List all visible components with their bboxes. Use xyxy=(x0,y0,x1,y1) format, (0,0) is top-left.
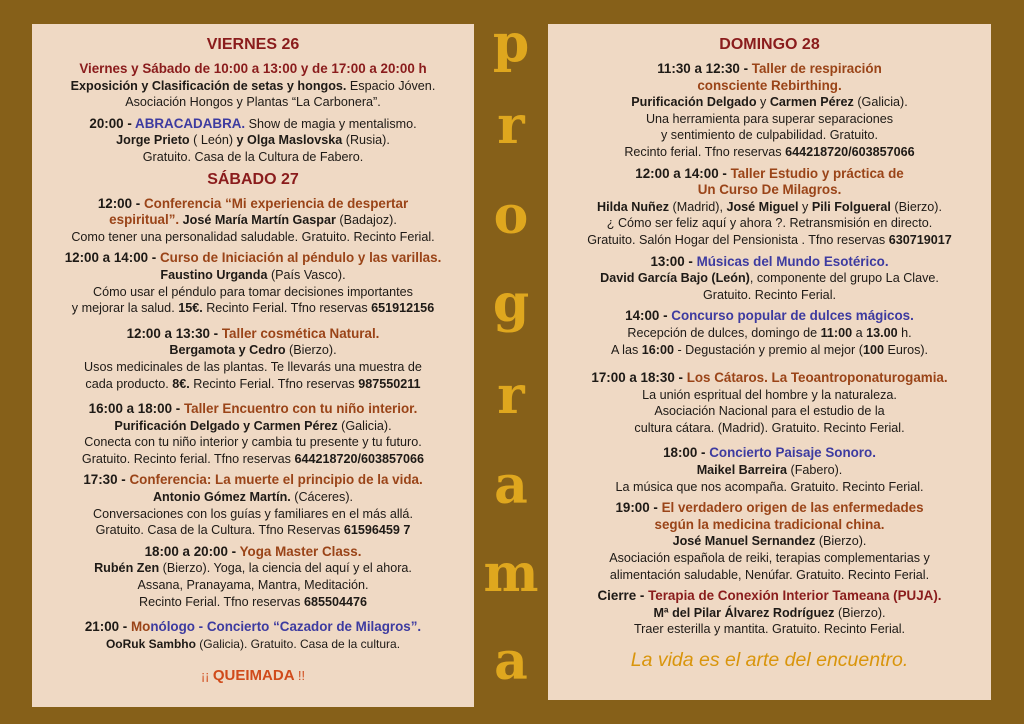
title-letter: g xyxy=(492,273,530,334)
event-description: Usos medicinales de las plantas. Te llevarás una muestra de xyxy=(84,359,422,374)
event-paisaje-sonoro xyxy=(548,445,991,495)
event-medicina-china xyxy=(548,500,991,583)
title-letter: o xyxy=(493,185,529,246)
queimada-open: ¡¡ xyxy=(200,669,213,684)
queimada-text: QUEIMADA xyxy=(212,667,295,685)
event-title: Taller cosmética Natural. xyxy=(221,325,380,341)
event-dulces-magicos xyxy=(548,308,991,358)
event-details: Gratuito. Salón Hogar del Pensionista . Tfno reservas xyxy=(587,232,889,247)
event-details: a xyxy=(852,325,867,340)
queimada-banner xyxy=(32,668,474,685)
event-details: Gratuito. Casa de la Cultura. Tfno Reservas xyxy=(95,523,344,538)
event-location: (País Vasco). xyxy=(267,267,346,282)
event-time: 12:00 - xyxy=(97,195,144,211)
event-phone: 651912156 xyxy=(371,301,435,316)
event-title: Mo xyxy=(131,619,151,635)
event-time: 12:00 a 14:00 - xyxy=(64,250,160,266)
event-title: espiritual”. xyxy=(109,212,180,228)
event-details: Euros). xyxy=(883,342,929,357)
right-panel xyxy=(548,24,991,700)
event-time: 12:00 a 13:30 - xyxy=(126,325,222,341)
event-location: ( León) xyxy=(189,133,237,148)
event-phone: 630719017 xyxy=(888,232,952,247)
event-details: La música que nos acompaña. Gratuito. Recinto Ferial. xyxy=(615,479,924,494)
event-time: Viernes y Sábado de 10:00 a 13:00 y de 17:00 a 20:00 h xyxy=(79,61,427,76)
event-time: 18:00 - xyxy=(663,445,710,461)
event-setas xyxy=(32,61,474,111)
event-details: Gratuito. Recinto Ferial. xyxy=(703,287,836,302)
event-speaker: OoRuk Sambho xyxy=(105,636,196,651)
event-cosmetica xyxy=(32,326,474,392)
event-location: (Badajoz). xyxy=(335,213,397,228)
event-cierre-puja xyxy=(548,588,991,638)
event-description: Assana, Pranayama, Mantra, Meditación. xyxy=(137,578,369,593)
event-conjunction: y xyxy=(756,95,770,110)
event-details: cada producto. xyxy=(85,376,173,391)
event-pendulo xyxy=(32,250,474,316)
event-monologo xyxy=(32,619,474,652)
event-time: 17:30 - xyxy=(83,472,130,488)
event-location: (Galicia). xyxy=(337,418,392,433)
event-price: 15€. xyxy=(178,301,203,316)
event-description: Una herramienta para superar separaciones xyxy=(645,111,894,126)
event-speaker: David García Bajo (León) xyxy=(600,271,750,286)
event-conjunction: y xyxy=(236,133,244,148)
event-location: Espacio Jóven. xyxy=(346,78,436,93)
day-heading-domingo: DOMINGO 28 xyxy=(719,36,820,53)
event-title: Taller Encuentro con tu niño interior. xyxy=(183,401,418,417)
event-speaker: Jorge Prieto xyxy=(116,133,190,148)
event-speaker: Olga Maslovska xyxy=(243,133,343,148)
closing-motto: La vida es el arte del encuentro. xyxy=(630,649,909,671)
event-details: Como tener una personalidad saludable. Gratuito. Recinto Ferial. xyxy=(71,229,435,244)
event-phone: 987550211 xyxy=(358,376,421,391)
event-details: Recinto Ferial. Tfno reservas xyxy=(202,301,372,316)
event-details: cultura cátara. (Madrid). Gratuito. Recinto Ferial. xyxy=(634,420,905,435)
event-details: alimentación saludable, Nenúfar. Gratuito. Recinto Ferial. xyxy=(609,567,930,582)
event-prize: 100 xyxy=(862,342,884,357)
event-speaker: Maikel Barreira xyxy=(696,463,787,478)
event-phone: 61596459 7 xyxy=(343,523,411,538)
event-speaker: Carmen Pérez xyxy=(769,95,854,110)
title-letter: r xyxy=(497,95,525,156)
event-description: Conversaciones con los guías y familiares en el más allá. xyxy=(93,506,413,521)
queimada-close: !! xyxy=(294,669,306,684)
event-details: (Galicia). Gratuito. Casa de la cultura. xyxy=(195,636,401,651)
event-time: 11:30 a 12:30 - xyxy=(657,61,752,76)
event-location: (Bierzo). xyxy=(815,534,867,549)
event-title: Taller de respiración xyxy=(751,61,882,76)
event-organizer: Asociación Nacional para el estudio de la xyxy=(654,404,885,419)
event-curso-milagros xyxy=(548,166,991,249)
event-title: Yoga Master Class. xyxy=(239,543,362,559)
event-phone: 644218720/603857066 xyxy=(785,144,915,159)
event-location: (Rusia). xyxy=(342,133,390,148)
event-title: Los Cátaros. La Teoantroponaturogamia. xyxy=(686,370,948,386)
event-conferencia-despertar xyxy=(32,196,474,246)
event-description: La unión espritual del hombre y la naturaleza. xyxy=(642,387,897,402)
event-location: (Galicia). xyxy=(853,95,908,110)
event-description: Show de magia y mentalismo. xyxy=(245,116,417,131)
event-speaker: Bergamota y Cedro xyxy=(169,343,286,358)
event-location: (Bierzo). xyxy=(834,605,886,620)
event-details: - Degustación y premio al mejor ( xyxy=(673,342,863,357)
event-speaker: Antonio Gómez Martín. xyxy=(152,490,291,505)
event-title: según la medicina tradicional china. xyxy=(654,516,885,532)
event-title: ABRACADABRA. xyxy=(135,115,246,131)
event-phone: 685504476 xyxy=(303,594,367,609)
event-location: (Bierzo). xyxy=(890,199,943,214)
event-title: consciente Rebirthing. xyxy=(697,77,842,93)
event-details: Recinto ferial. Tfno reservas xyxy=(624,144,786,159)
event-time: Cierre - xyxy=(597,588,649,604)
programa-vertical-title xyxy=(474,0,548,724)
title-letter: r xyxy=(497,365,525,426)
title-letter: a xyxy=(494,631,528,692)
event-speaker: José Manuel Sernandez xyxy=(672,534,816,549)
event-time: 18:00 a 20:00 - xyxy=(144,543,240,559)
event-speaker: Mª del Pilar Álvarez Rodríguez xyxy=(653,605,835,620)
event-price: 8€. xyxy=(172,376,190,391)
event-details: Recepción de dulces, domingo de xyxy=(627,325,821,340)
event-abracadabra xyxy=(32,116,474,166)
event-location: (Cáceres). xyxy=(290,490,354,505)
event-organizer: Asociación Hongos y Plantas “La Carbonera”. xyxy=(125,95,381,110)
event-time: 21:00 - xyxy=(84,619,131,635)
event-yoga xyxy=(32,544,474,610)
event-title: Terapia de Conexión Interior Tameana (PUJA). xyxy=(648,588,942,604)
event-description: y sentimiento de culpabilidad. Gratuito. xyxy=(660,128,878,143)
event-title: Exposición y Clasificación de setas y hongos. xyxy=(70,78,347,93)
event-description: Conecta con tu niño interior y cambia tu presente y tu futuro. xyxy=(84,435,422,450)
day-heading-viernes: VIERNES 26 xyxy=(206,36,300,53)
event-location: (Fabero). xyxy=(787,463,843,478)
event-title: Concierto Paisaje Sonoro. xyxy=(709,445,876,461)
event-time: 19:00 - xyxy=(615,500,662,516)
event-location: (Bierzo). xyxy=(285,343,337,358)
event-musicas-esotericas xyxy=(548,254,991,304)
title-letter: p xyxy=(492,13,530,74)
event-speaker: Purificación Delgado y Carmen Pérez xyxy=(114,418,338,433)
event-organizer: Asociación española de reiki, terapias complementarias y xyxy=(609,551,930,566)
event-time: 16:00 xyxy=(641,342,674,357)
event-muerte xyxy=(32,472,474,538)
event-time: 13.00 xyxy=(866,325,898,340)
event-title: Taller Estudio y práctica de xyxy=(730,165,904,181)
event-title: Conferencia “Mi experiencia de despertar xyxy=(143,195,409,211)
event-rebirthing xyxy=(548,61,991,161)
event-location: (Bierzo). xyxy=(159,561,211,576)
title-letter: m xyxy=(483,543,539,604)
event-title: El verdadero origen de las enfermedades xyxy=(661,500,924,516)
event-cataros xyxy=(548,370,991,436)
event-details: Traer esterilla y mantita. Gratuito. Recinto Ferial. xyxy=(633,622,906,637)
event-time: 11:00 xyxy=(820,325,853,340)
event-details: Recinto Ferial. Tfno reservas xyxy=(139,594,304,609)
event-conjunction: y xyxy=(798,199,812,214)
event-title: Músicas del Mundo Esotérico. xyxy=(696,253,889,269)
event-details: A las xyxy=(610,342,642,357)
event-details: Gratuito. Casa de la Cultura de Fabero. xyxy=(142,149,364,164)
event-time: 17:00 a 18:30 - xyxy=(591,370,687,386)
event-title: Un Curso De Milagros. xyxy=(697,182,842,198)
event-description: Cómo usar el péndulo para tomar decisiones importantes xyxy=(93,284,413,299)
event-title: nólogo - Concierto “Cazador de Milagros”. xyxy=(150,619,422,635)
event-speaker: Hilda Nuñez xyxy=(596,199,670,214)
event-details: h. xyxy=(897,325,912,340)
event-time: 14:00 - xyxy=(625,308,672,324)
event-description: ¿ Cómo ser feliz aquí y ahora ?. Retransmisión en directo. xyxy=(606,216,933,231)
event-time: 16:00 a 18:00 - xyxy=(88,401,184,417)
event-details: Gratuito. Recinto ferial. Tfno reservas xyxy=(81,451,295,466)
left-panel xyxy=(32,24,474,707)
event-speaker: José Miguel xyxy=(726,199,799,214)
event-speaker: Faustino Urganda xyxy=(160,267,268,282)
event-title: Concurso popular de dulces mágicos. xyxy=(671,308,914,324)
event-phone: 644218720/603857066 xyxy=(294,451,425,466)
event-description: , componente del grupo La Clave. xyxy=(749,271,939,286)
event-details: Recinto Ferial. Tfno reservas xyxy=(189,376,359,391)
event-nino-interior xyxy=(32,401,474,467)
event-speaker: Rubén Zen xyxy=(94,561,160,576)
event-speaker: Pili Folgueral xyxy=(811,199,891,214)
day-heading-sabado: SÁBADO 27 xyxy=(207,170,299,188)
event-speaker: José María Martín Gaspar xyxy=(179,213,336,228)
event-time: 13:00 - xyxy=(650,253,697,269)
event-time: 12:00 a 14:00 - xyxy=(635,165,731,181)
event-description: Yoga, la ciencia del aquí y el ahora. xyxy=(210,561,412,576)
event-title: Curso de Iniciación al péndulo y las varillas. xyxy=(160,250,442,266)
event-time: 20:00 - xyxy=(89,115,136,131)
event-location: (Madrid), xyxy=(669,199,727,214)
event-speaker: Purificación Delgado xyxy=(631,95,757,110)
event-details: y mejorar la salud. xyxy=(71,301,179,316)
title-letter: a xyxy=(494,455,528,516)
event-title: Conferencia: La muerte el principio de la vida. xyxy=(129,472,423,488)
